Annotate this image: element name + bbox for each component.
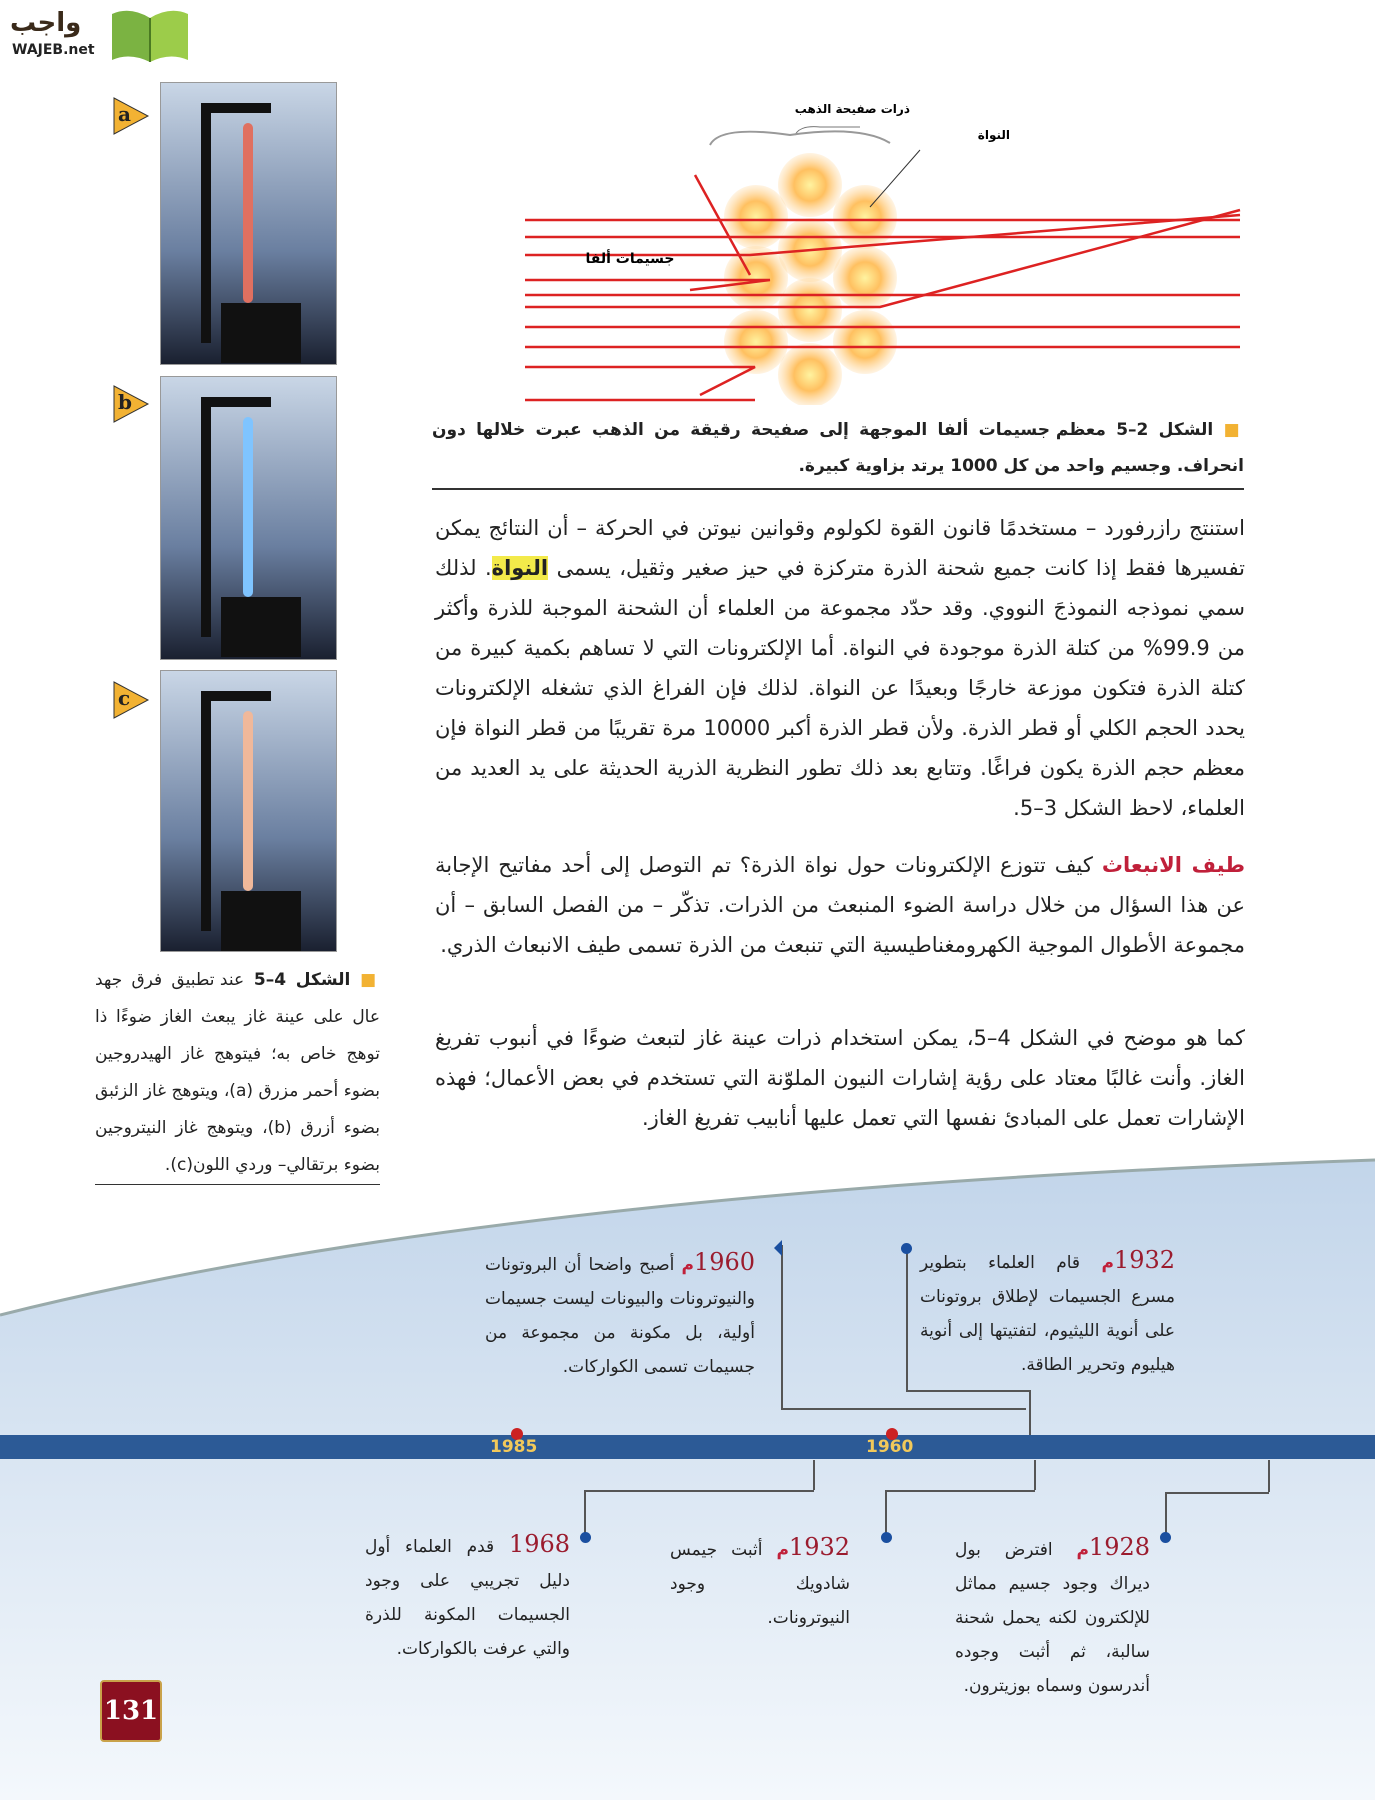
photo-b-mercury-tube (160, 376, 337, 660)
figure-4-caption: ■ الشكل 4–5 عند تطبيق فرق جهد عال على عينة غاز يبعث الغاز ضوءًا ذا توهج خاص به؛ فيتوهج غاز الهيدروجين بضوء أحمر مزرق (a)، ويتوهج غاز الزئبق بضوء أزرق (b)، ويتوهج غاز النيتروجين بضوء برتقالي– وردي اللون(c). (95, 962, 380, 1185)
timeline-dot (1160, 1532, 1171, 1543)
photo-a-hydrogen-tube (160, 82, 337, 365)
book-logo-icon (110, 6, 190, 64)
term-nucleus: النواة (491, 556, 549, 580)
foil-label: ذرات صفيحة الذهب (794, 102, 910, 116)
term-emission-spectrum: طيف الانبعاث (1101, 853, 1246, 877)
figure-2-text: معظم جسيمات ألفا الموجهة إلى صفيحة رقيقة من الذهب عبرت خلالها دون انحراف. وجسيم واحد من كل 1000 يرتد بزاوية كبيرة. (432, 420, 1244, 476)
photo-c-nitrogen-tube (160, 670, 337, 952)
label-a: a (112, 96, 150, 136)
logo-latin: WAJEB.net (12, 42, 95, 58)
timeline-dot (580, 1532, 591, 1543)
gold-foil-diagram (520, 95, 1250, 405)
page-number: 131 (100, 1680, 162, 1742)
timeline-event-1932-accelerator: 1932م قام العلماء بتطوير مسرع الجسيمات لإطلاق بروتونات على أنوية الليثيوم، لتفتيتها إلى أنوية هيليوم وتحرير الطاقة. (920, 1246, 1175, 1375)
timeline-dot (881, 1532, 892, 1543)
paragraph-3: كما هو موضح في الشكل 4–5، يمكن استخدام ذرات عينة غاز لتبعث ضوءًا في أنبوب تفريغ الغاز. وأنت غالبًا معتاد على رؤية إشارات النيون الملوّنة التي تستخدم في بعض الأعمال؛ فهذه الإشارات تعمل على المبادئ نفسها التي تعمل عليها أنابيب تفريغ الغاز. (435, 1026, 1245, 1130)
timeline-event-1928: 1928م افترض بول ديراك وجود جسيم مماثل للإلكترون لكنه يحمل شحنة سالبة، ثم أثبت وجوده أندرسون وسماه بوزيترون. (955, 1533, 1150, 1696)
nucleus-label: النواة (977, 128, 1010, 142)
label-b: b (112, 384, 150, 424)
logo-arabic: واجب (10, 8, 82, 38)
timeline-bar (0, 1435, 1375, 1459)
timeline-event-1968: 1968 قدم العلماء أول دليل تجريبي على وجود الجسيمات المكونة للذرة والتي عرفت بالكواركات. (365, 1530, 570, 1659)
tick-1985: 1985 (490, 1437, 538, 1457)
tick-1960: 1960 (866, 1437, 914, 1457)
alpha-label: جسيمات ألفا (585, 251, 675, 267)
label-c: c (112, 680, 150, 720)
timeline-event-1932-neutron: 1932م أثبت جيمس شادويك وجود النيوترونات. (670, 1533, 850, 1628)
timeline-event-1960: 1960م أصبح واضحا أن البروتونات والنيوترونات والبيونات ليست جسيمات أولية، بل مكونة من مجموعة من جسيمات تسمى الكواركات. (485, 1248, 755, 1377)
figure-2-number: الشكل 2–5 (1116, 420, 1214, 440)
paragraph-1: استنتج رازرفورد – مستخدمًا قانون القوة لكولوم وقوانين نيوتن في الحركة – أن النتائج يمكن تفسيرها فقط إذا كانت جميع شحنة الذرة متركزة في حيز صغير وثقيل، يسمى النواة. لذلك سمي نموذجه النموذجَ النووي. وقد حدّد مجموعة من العلماء أن الشحنة الموجبة للذرة وأكثر من 99.9% من كتلة الذرة موجودة في النواة. أما الإلكترونات التي لا تساهم بكمية كبيرة من كتلة الذرة فتكون موزعة خارجًا وبعيدًا عن النواة. لذلك فإن الفراغ الذي تشغله الإلكترونات يحدد الحجم الكلي أو قطر الذرة. ولأن قطر الذرة أكبر 10000 مرة تقريبًا من قطر النواة فإن معظم حجم الذرة يكون فراغًا. وتتابع بعد ذلك تطور النظرية الذرية الحديثة على يد العديد من العلماء، لاحظ الشكل 3–5. (435, 516, 1246, 820)
paragraph-2: طيف الانبعاث كيف تتوزع الإلكترونات حول نواة الذرة؟ تم التوصل إلى أحد مفاتيح الإجابة عن هذا السؤال من خلال دراسة الضوء المنبعث من الذرات. تذكّر – من الفصل السابق – أن مجموعة الأطوال الموجية الكهرومغناطيسية التي تنبعث من الذرة تسمى طيف الانبعاث الذري. (435, 853, 1246, 957)
figure-2-caption: ■ الشكل 2–5 معظم جسيمات ألفا الموجهة إلى صفيحة رقيقة من الذهب عبرت خلالها دون انحراف. وجسيم واحد من كل 1000 يرتد بزاوية كبيرة. (432, 412, 1244, 490)
timeline-dot (901, 1243, 912, 1254)
arrow-icon (766, 1240, 782, 1256)
